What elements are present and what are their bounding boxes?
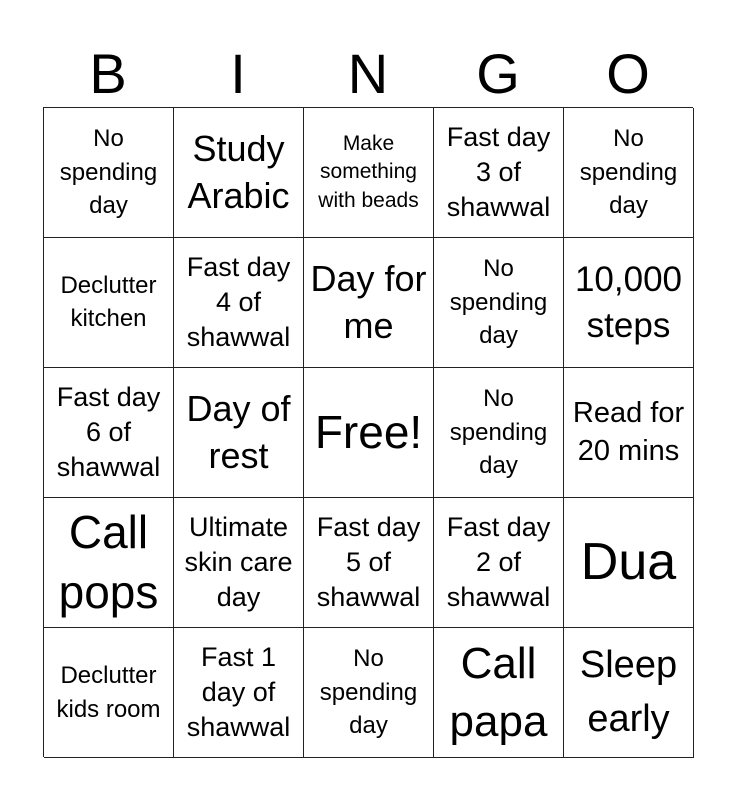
cell-text: Declutter kids room	[56, 661, 161, 723]
bingo-cell[interactable]	[434, 498, 564, 628]
cell-text: Fast day 2 of shawwal	[446, 511, 551, 613]
cell-text: Fast day 5 of shawwal	[316, 511, 421, 613]
bingo-cell[interactable]	[304, 498, 434, 628]
cell-text: Study Arabic	[187, 127, 290, 216]
bingo-cell[interactable]	[434, 368, 564, 498]
bingo-cell[interactable]	[564, 628, 694, 758]
cell-text: Day of rest	[186, 387, 291, 476]
cell-text: Fast day 3 of shawwal	[446, 121, 551, 223]
cell-text: Fast day 6 of shawwal	[56, 381, 161, 483]
bingo-cell[interactable]	[304, 628, 434, 758]
bingo-cell[interactable]	[564, 108, 694, 238]
cell-text: Declutter kitchen	[60, 272, 157, 332]
bingo-cell[interactable]	[434, 628, 564, 758]
bingo-cell free-space[interactable]	[304, 368, 434, 498]
cell-text: Ultimate skin care day	[184, 511, 293, 613]
header-letter-o: O	[606, 42, 650, 105]
bingo-cell[interactable]	[174, 368, 304, 498]
bingo-cell[interactable]	[174, 108, 304, 238]
cell-text: No spending day	[319, 645, 418, 740]
bingo-cell[interactable]	[564, 238, 694, 368]
bingo-cell[interactable]	[174, 498, 304, 628]
cell-text: No spending day	[449, 385, 548, 480]
cell-text: Free!	[314, 405, 423, 458]
bingo-cell[interactable]	[44, 628, 174, 758]
bingo-cell[interactable]	[44, 368, 174, 498]
bingo-cell[interactable]	[564, 368, 694, 498]
cell-text: Make something with beads	[318, 131, 419, 212]
bingo-cell[interactable]	[434, 238, 564, 368]
cell-text: No spending day	[449, 255, 548, 350]
bingo-header	[43, 40, 693, 108]
header-letter-g: G	[476, 42, 520, 105]
cell-text: No spending day	[59, 125, 158, 220]
bingo-cell[interactable]	[44, 238, 174, 368]
cell-text: Call pops	[58, 505, 159, 618]
cell-text: Fast day 4 of shawwal	[186, 251, 291, 353]
cell-text: Sleep early	[579, 644, 678, 740]
cell-text: No spending day	[579, 125, 678, 220]
bingo-cell[interactable]	[304, 108, 434, 238]
cell-text: Fast 1 day of shawwal	[186, 641, 291, 743]
header-letter-b: B	[89, 42, 127, 105]
bingo-cell[interactable]	[564, 498, 694, 628]
bingo-cell[interactable]	[44, 498, 174, 628]
cell-text: Day for me	[310, 257, 427, 346]
bingo-cell[interactable]	[434, 108, 564, 238]
cell-text: Read for 20 mins	[572, 396, 685, 467]
bingo-cell[interactable]	[304, 238, 434, 368]
cell-text: Call papa	[449, 639, 548, 746]
cell-text: Dua	[580, 533, 677, 592]
bingo-cell[interactable]	[174, 628, 304, 758]
header-letter-i: I	[230, 42, 246, 105]
bingo-grid	[43, 107, 693, 757]
bingo-cell[interactable]	[174, 238, 304, 368]
header-letter-n: N	[347, 42, 389, 105]
cell-text: 10,000 steps	[574, 260, 683, 345]
bingo-cell[interactable]	[44, 108, 174, 238]
